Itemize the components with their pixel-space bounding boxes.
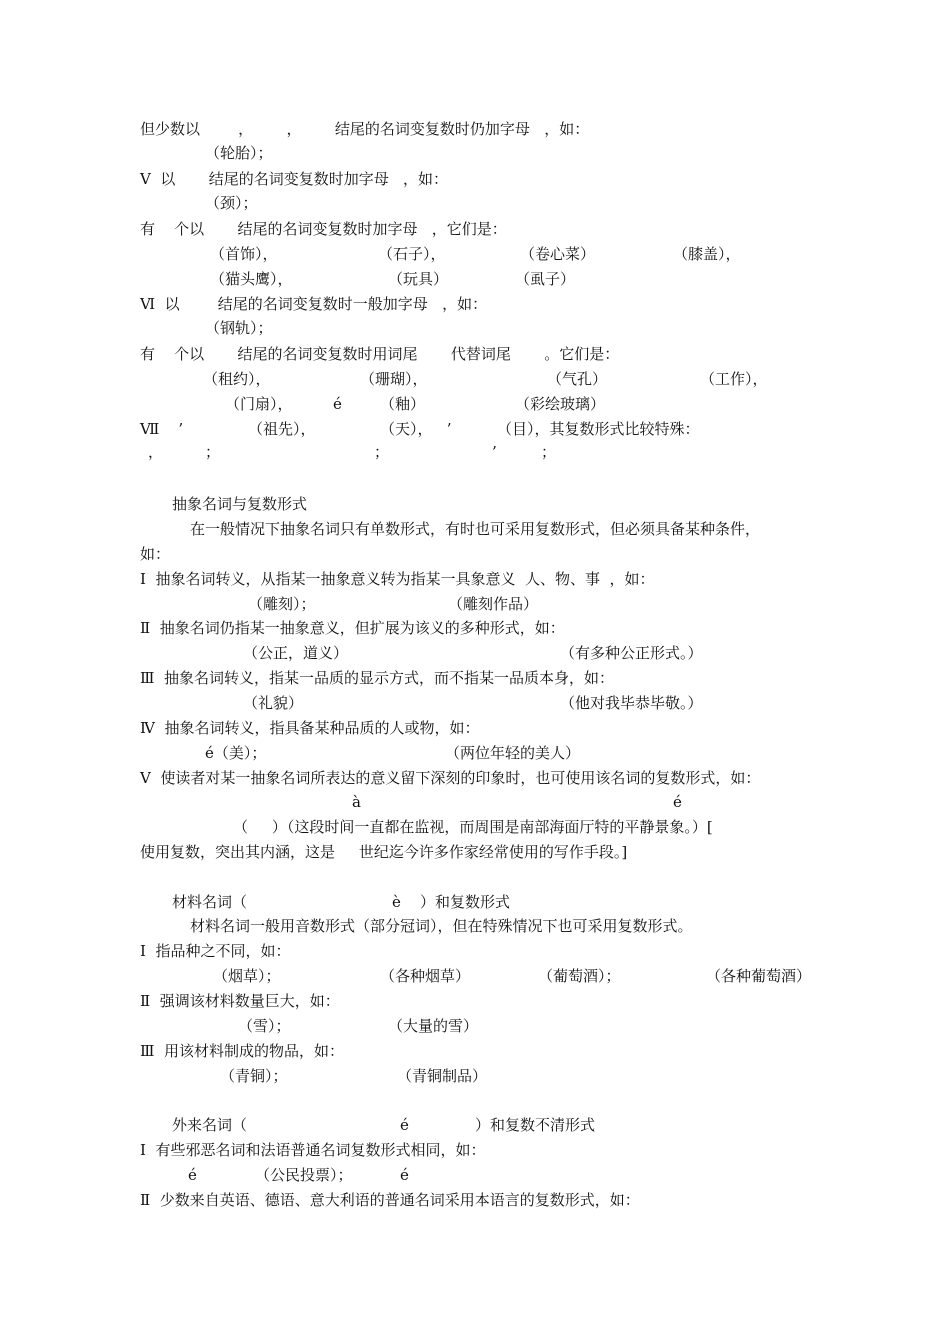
text-segment: （雪）； — [238, 1017, 291, 1035]
text-segment: （石子）， — [378, 245, 446, 263]
text-segment: é — [673, 793, 682, 811]
text-line — [0, 441, 950, 463]
text-line — [0, 692, 950, 714]
text-line — [0, 940, 950, 962]
text-segment: Ⅴ 以 结尾的名词变复数时加字母 ，如： — [140, 170, 449, 188]
text-segment: （珊瑚）， — [360, 370, 428, 388]
text-line — [0, 1164, 950, 1186]
text-line — [0, 1114, 950, 1136]
text-segment: （青铜制品） — [397, 1067, 488, 1085]
text-segment: Ⅳ 抽象名词转义，指具备某种品质的人或物，如： — [140, 719, 480, 737]
text-line — [0, 493, 950, 515]
text-segment: （釉） — [380, 395, 426, 413]
text-segment: （ ）（这段时间一直都在监视，而周围是南部海面厅特的平静景象。）[ — [233, 818, 713, 836]
text-segment: （烟草）； — [213, 967, 281, 985]
text-line — [0, 891, 950, 913]
text-segment: 外来名词（ — [172, 1116, 248, 1134]
text-line — [0, 1040, 950, 1062]
text-segment: （青铜）； — [220, 1067, 288, 1085]
text-segment: （首饰）， — [210, 245, 278, 263]
text-segment: 使用复数，突出其内涵，这是 世纪迄今许多作家经常使用的写作手段。] — [140, 843, 628, 861]
text-line — [0, 243, 950, 265]
text-line — [0, 293, 950, 315]
text-segment: é — [188, 1166, 197, 1184]
text-segment: Ⅵ 以 结尾的名词变复数时一般加字母 ，如： — [140, 295, 488, 313]
text-segment: ， — [148, 443, 164, 461]
text-segment: 材料名词（ — [172, 893, 248, 911]
text-segment: （雕刻作品） — [448, 595, 539, 613]
text-segment: 如： — [140, 545, 171, 563]
text-segment: Ⅱ 抽象名词仍指某一抽象意义，但扩展为该义的多种形式，如： — [140, 619, 565, 637]
text-line — [0, 593, 950, 615]
text-segment: （膝盖）， — [673, 245, 741, 263]
text-line — [0, 1065, 950, 1087]
text-segment: （彩绘玻璃） — [515, 395, 606, 413]
text-line — [0, 192, 950, 214]
text-segment: （葡萄酒）； — [538, 967, 621, 985]
text-segment: ； — [374, 443, 390, 461]
text-segment: é — [400, 1116, 409, 1134]
text-line — [0, 1015, 950, 1037]
text-segment: （两位年轻的美人） — [445, 744, 581, 762]
text-segment: 有 个以 结尾的名词变复数时加字母 ，它们是： — [140, 220, 507, 238]
text-segment: （各种葡萄酒） — [706, 967, 812, 985]
text-segment: （祖先）， — [248, 420, 316, 438]
text-segment: Ⅶ ’ — [140, 420, 184, 438]
text-segment: Ⅰ 有些邪恶名词和法语普通名词复数形式相同，如： — [140, 1141, 486, 1159]
text-segment: （雕刻）； — [248, 595, 316, 613]
text-segment: 材料名词一般用音数形式（部分冠词），但在特殊情况下也可采用复数形式。 — [190, 917, 693, 935]
text-line — [0, 791, 950, 813]
text-line — [0, 642, 950, 664]
text-segment: （颈）； — [205, 194, 258, 212]
text-line — [0, 368, 950, 390]
text-line — [0, 816, 950, 838]
text-line — [0, 317, 950, 339]
text-segment: ）和复数不清形式 — [475, 1116, 596, 1134]
text-segment: （公正，道义） — [243, 644, 349, 662]
text-segment: （有多种公正形式。） — [560, 644, 703, 662]
text-segment: é（美）； — [205, 744, 267, 762]
text-segment: Ⅲ 抽象名词转义，指某一品质的显示方式，而不指某一品质本身，如： — [140, 669, 615, 687]
text-line — [0, 568, 950, 590]
text-segment: （门扇）， — [225, 395, 293, 413]
text-line — [0, 543, 950, 565]
text-segment: （各种烟草） — [380, 967, 471, 985]
text-line — [0, 142, 950, 164]
text-segment: à — [352, 793, 361, 811]
text-segment: é — [333, 395, 342, 413]
text-line — [0, 767, 950, 789]
text-segment: Ⅱ 少数来自英语、德语、意大利语的普通名词采用本语言的复数形式，如： — [140, 1191, 640, 1209]
text-line — [0, 393, 950, 415]
text-segment: ； — [541, 443, 557, 461]
text-segment: è ）和复数形式 — [392, 893, 510, 911]
text-segment: 抽象名词与复数形式 — [172, 495, 308, 513]
text-segment: Ⅱ 强调该材料数量巨大，如： — [140, 992, 340, 1010]
text-segment: （工作）， — [700, 370, 768, 388]
text-segment: （大量的雪） — [388, 1017, 479, 1035]
text-segment: （他对我毕恭毕敬。） — [560, 694, 703, 712]
text-segment: （天）， ’ — [380, 420, 452, 438]
text-line — [0, 990, 950, 1012]
text-segment: ’ — [492, 443, 497, 461]
text-segment: （钢轨）； — [205, 319, 273, 337]
text-segment: （目），其复数形式比较特殊： — [497, 420, 700, 438]
text-line — [0, 717, 950, 739]
text-segment: （租约）， — [203, 370, 271, 388]
text-segment: （猫头鹰）， — [210, 270, 293, 288]
text-line — [0, 343, 950, 365]
text-segment: ； — [205, 443, 221, 461]
text-segment: Ⅲ 用该材料制成的物品，如： — [140, 1042, 345, 1060]
text-line — [0, 268, 950, 290]
text-segment: Ⅰ 抽象名词转义，从指某一抽象意义转为指某一具象意义 人、物、事 ，如： — [140, 570, 655, 588]
text-segment: 有 个以 结尾的名词变复数时用词尾 代替词尾 。它们是： — [140, 345, 620, 363]
text-segment: Ⅰ 指品种之不同，如： — [140, 942, 291, 960]
text-segment: 但少数以 ， ， 结尾的名词变复数时仍加字母 ，如： — [140, 120, 590, 138]
text-line — [0, 518, 950, 540]
text-segment: é — [400, 1166, 409, 1184]
text-line — [0, 418, 950, 440]
text-segment: （气孔） — [547, 370, 608, 388]
text-segment: （公民投票）； — [255, 1166, 353, 1184]
text-segment: （轮胎）； — [205, 144, 273, 162]
text-segment: （卷心菜） — [520, 245, 596, 263]
text-line — [0, 1139, 950, 1161]
text-line — [0, 1189, 950, 1211]
text-segment: （玩具） — [388, 270, 449, 288]
text-line — [0, 617, 950, 639]
text-line — [0, 118, 950, 140]
text-segment: （虱子） — [515, 270, 576, 288]
text-line — [0, 841, 950, 863]
text-line — [0, 667, 950, 689]
text-line — [0, 965, 950, 987]
text-line — [0, 915, 950, 937]
text-segment: Ⅴ 使读者对某一抽象名词所表达的意义留下深刻的印象时，也可使用该名词的复数形式，如： — [140, 769, 761, 787]
text-line — [0, 218, 950, 240]
text-segment: （礼貌） — [243, 694, 304, 712]
text-segment: 在一般情况下抽象名词只有单数形式，有时也可采用复数形式，但必须具备某种条件， — [190, 520, 761, 538]
text-line — [0, 742, 950, 764]
text-line — [0, 168, 950, 190]
